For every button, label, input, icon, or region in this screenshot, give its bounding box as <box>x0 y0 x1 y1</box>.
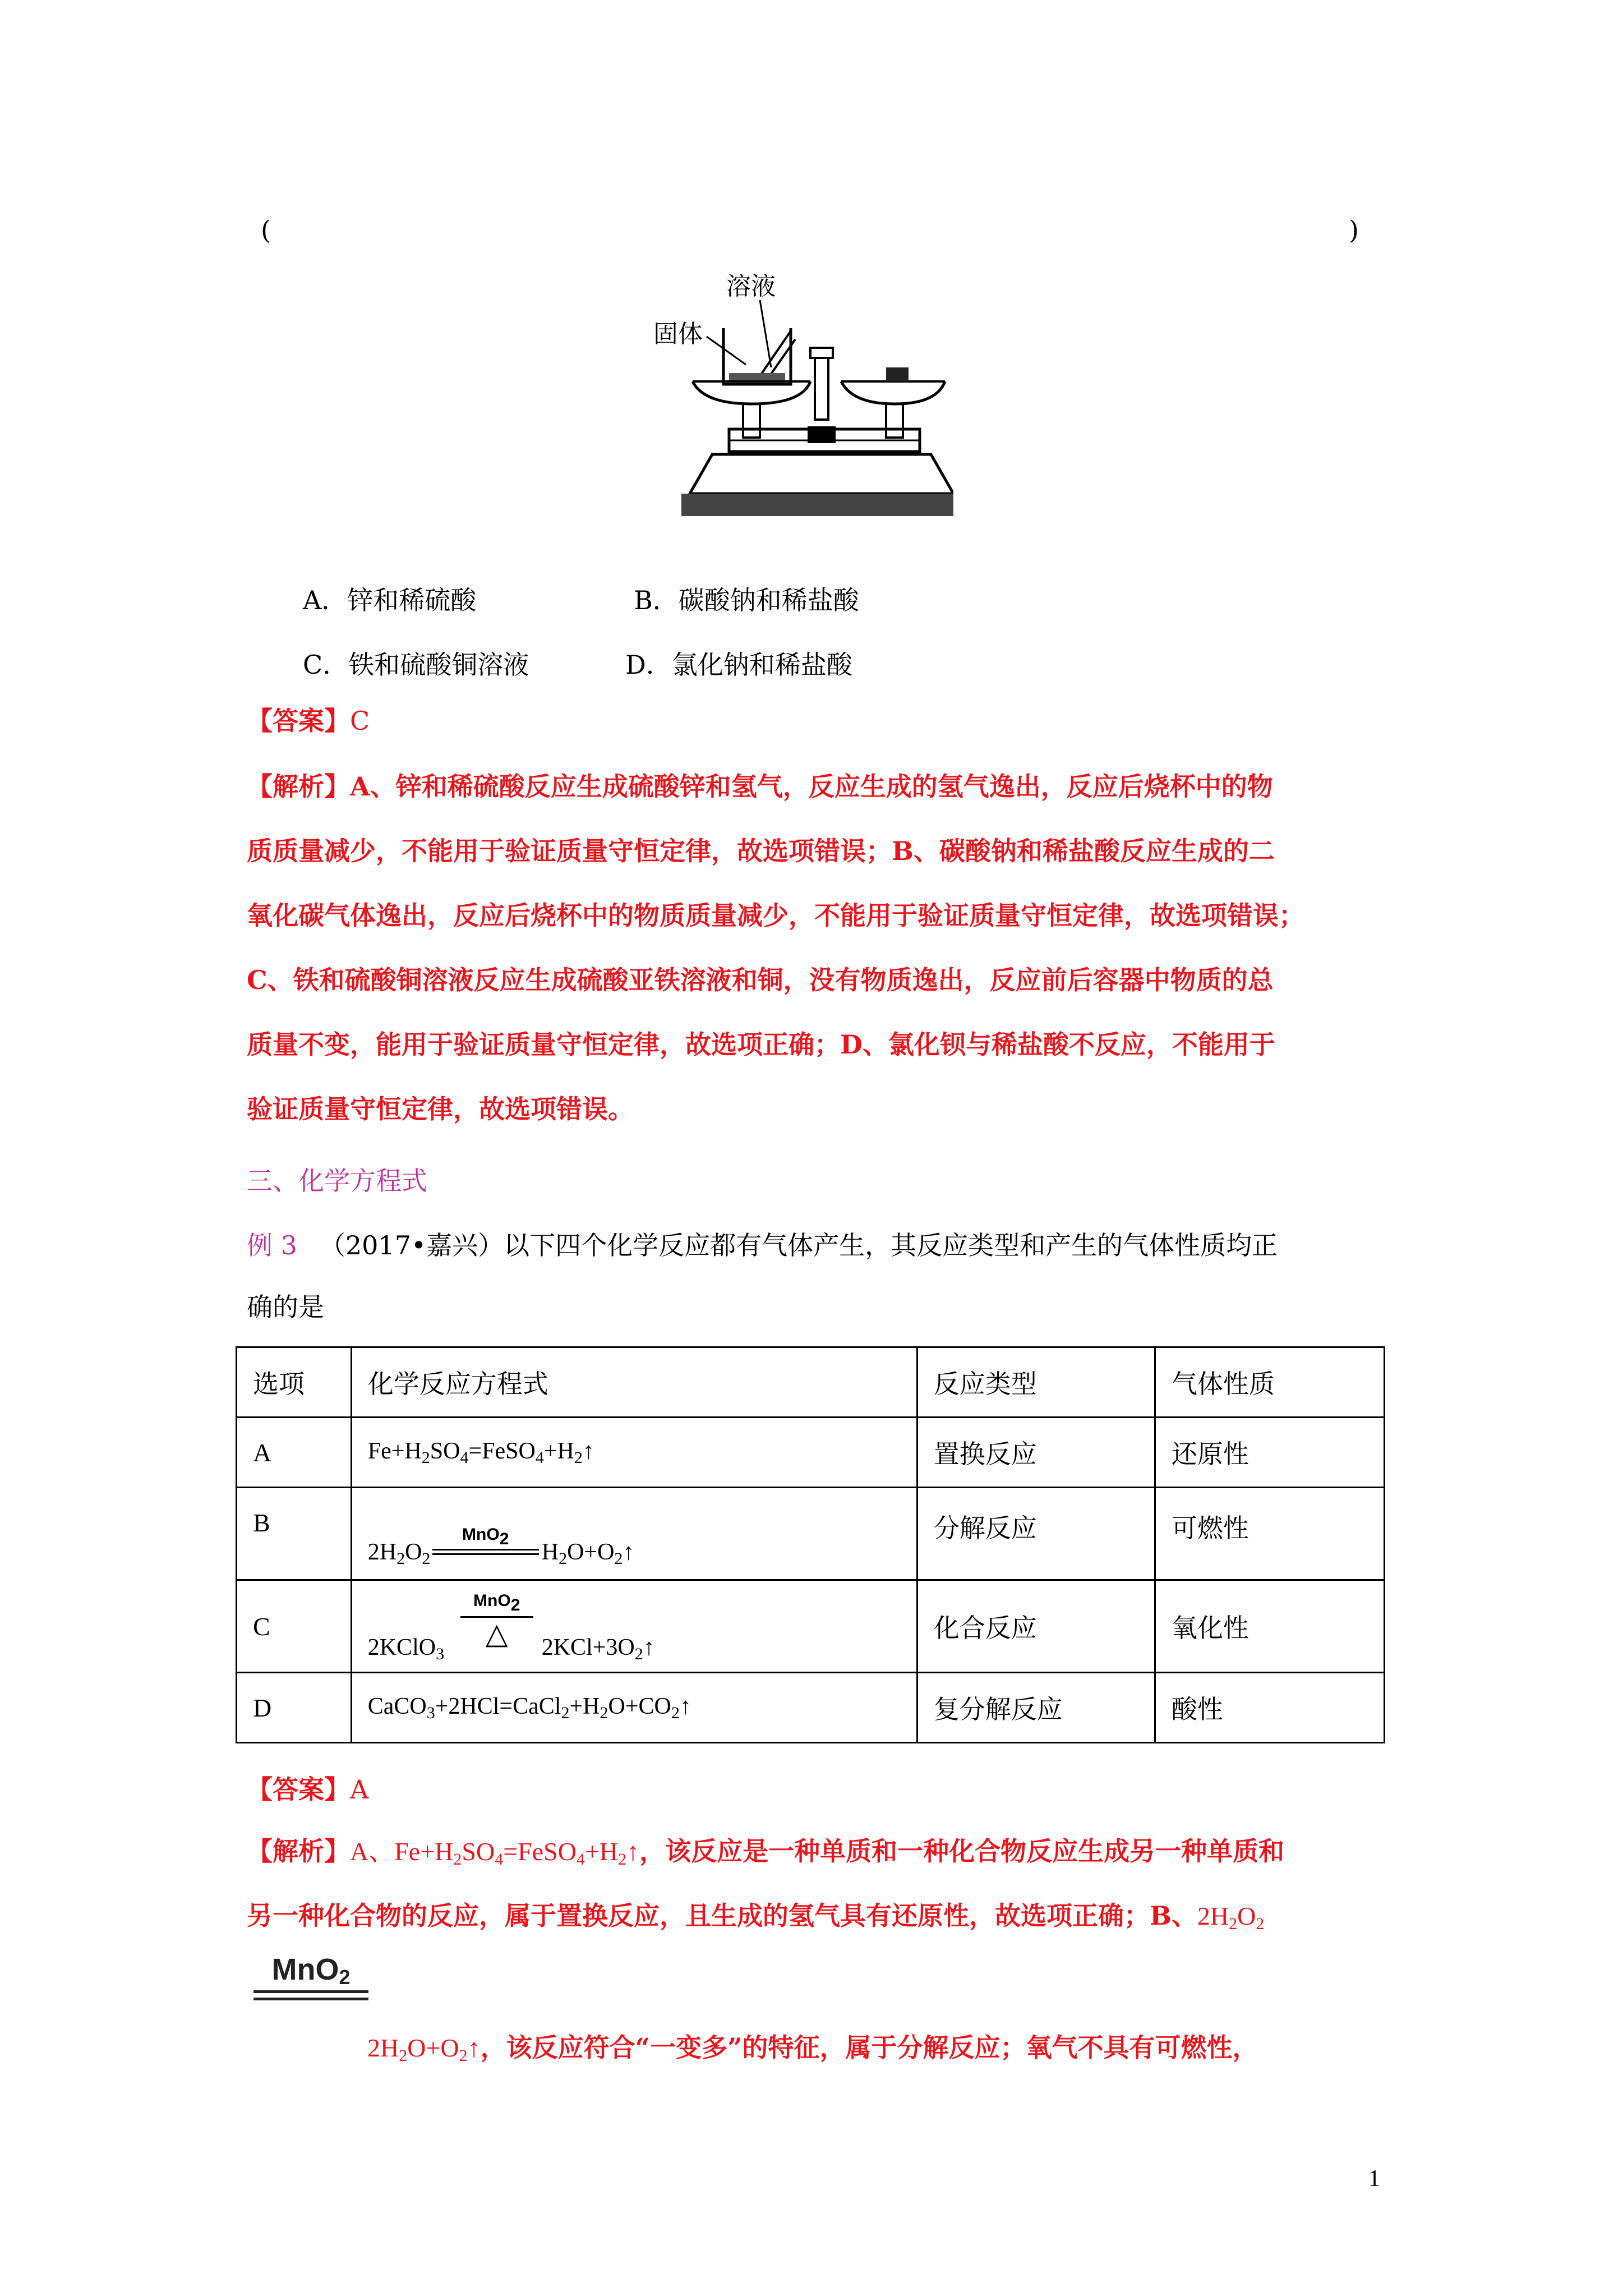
analysis-line-5: 质量不变，能用于验证质量守恒定律，故选项正确；D、氯化钡与稀盐酸不反应，不能用于 <box>247 1029 1275 1060</box>
analysis3-line-3: $2H_2O+O_2↑$，该反应符合“一变多”的特征，属于分解反应；氧气不具有可燃性， <box>367 2032 1258 2065</box>
analysis-line-2: 质质量减少，不能用于验证质量守恒定律，故选项错误；B、碳酸钠和稀盐酸反应生成的二 <box>247 836 1275 866</box>
answer3-label: 【答案】 <box>247 1774 350 1805</box>
heat-symbol: △ <box>485 1618 508 1650</box>
row-b-property: 可燃性 <box>1155 1488 1384 1580</box>
paren-close: ) <box>1349 215 1359 245</box>
example-text-2: 确的是 <box>247 1292 324 1322</box>
option-c: C．铁和硫酸铜溶液 <box>303 650 529 680</box>
row-b-option: B <box>237 1488 352 1580</box>
row-c-equation: 2KClO$_3$ MnO$_2$ △ $2KCl+3O_2↑$ <box>351 1580 917 1673</box>
table-row <box>237 1488 1385 1580</box>
header-type: 反应类型 <box>917 1347 1155 1418</box>
page-number: 1 <box>1368 2166 1380 2192</box>
analysis-label: 【解析】 <box>247 771 350 802</box>
catalyst-c: MnO$_2$ △ <box>460 1585 533 1651</box>
header-equation: 化学反应方程式 <box>351 1347 917 1418</box>
row-a-equation: $Fe+H_2SO_4=FeSO_4+H_2↑$ <box>351 1418 917 1488</box>
row-d-equation: $CaCO_3+2HCl=CaCl_2+H_2O+CO_2↑$ <box>351 1673 917 1743</box>
analysis3-line-1-tail: ，该反应是一种单质和一种化合物反应生成另一种单质和 <box>639 1836 1285 1866</box>
label-solid: 固体 <box>653 320 703 348</box>
analysis-line-6: 验证质量守恒定律，故选项错误。 <box>247 1094 634 1124</box>
table-header-row <box>237 1347 1385 1418</box>
example-text-1: （2017•嘉兴）以下四个化学反应都有气体产生，其反应类型和产生的气体性质均正 <box>319 1230 1278 1260</box>
row-d-option: D <box>237 1673 352 1743</box>
paren-open: ( <box>261 215 271 245</box>
catalyst-b: MnO$_2$ <box>432 1519 539 1555</box>
option-b: B．碳酸钠和稀盐酸 <box>634 585 859 615</box>
row-a-property: 还原性 <box>1155 1418 1384 1488</box>
option-d: D．氯化钠和稀盐酸 <box>625 650 852 680</box>
analysis-block <box>247 754 1391 1142</box>
analysis3-label: 【解析】 <box>247 1836 350 1866</box>
row-c-type: 化合反应 <box>917 1580 1155 1673</box>
answer-label: 【答案】 <box>247 706 350 736</box>
answer-line <box>247 704 370 738</box>
example-line-1 <box>247 1228 1278 1262</box>
answer-value: C <box>350 706 370 736</box>
option-a: A．锌和稀硫酸 <box>303 585 477 615</box>
section-title: 三、化学方程式 <box>247 1166 427 1196</box>
analysis-line-3: 氧化碳气体逸出，反应后烧杯中的物质质量减少，不能用于验证质量守恒定律，故选项错误； <box>247 900 1304 931</box>
analysis3-line-2: 另一种化合物的反应，属于置换反应，且生成的氢气具有还原性，故选项正确；B、$2H_2O_2$ <box>247 1901 1265 1933</box>
answer3-value: A <box>350 1774 369 1805</box>
header-property: 气体性质 <box>1155 1347 1384 1418</box>
balance-scale-figure <box>639 269 953 533</box>
analysis3-line-3-tail: ，该反应符合“一变多”的特征，属于分解反应；氧气不具有可燃性， <box>480 2032 1258 2063</box>
catalyst-image: MnO$_2$ <box>253 1952 368 2000</box>
table-row <box>237 1673 1385 1743</box>
row-b-type: 分解反应 <box>917 1488 1155 1580</box>
row-c-option: C <box>237 1580 352 1673</box>
row-d-property: 酸性 <box>1155 1673 1384 1743</box>
label-solution: 溶液 <box>726 272 776 301</box>
row-a-option: A <box>237 1418 352 1488</box>
analysis-line-1: A、锌和稀硫酸反应生成硫酸锌和氢气，反应生成的氢气逸出，反应后烧杯中的物 <box>350 771 1273 802</box>
row-a-type: 置换反应 <box>917 1418 1155 1488</box>
row-d-type: 复分解反应 <box>917 1673 1155 1743</box>
answer-line-3 <box>247 1773 368 1806</box>
analysis3-line-1: 【解析】A、$Fe+H_2SO_4=FeSO_4+H_2↑$，该反应是一种单质和一种化合物反应生成另一种单质和 <box>247 1836 1285 1869</box>
table-row <box>237 1580 1385 1673</box>
row-b-equation: $2H_2O_2$ MnO$_2$ $H_2O+O_2↑$ <box>351 1488 917 1580</box>
example-label: 例 3 <box>247 1230 297 1260</box>
header-option: 选项 <box>237 1347 352 1418</box>
reaction-table <box>236 1346 1385 1743</box>
row-c-property: 氧化性 <box>1155 1580 1384 1673</box>
analysis-line-4: C、铁和硫酸铜溶液反应生成硫酸亚铁溶液和铜，没有物质逸出，反应前后容器中物质的总 <box>247 965 1274 995</box>
table-row <box>237 1418 1385 1488</box>
